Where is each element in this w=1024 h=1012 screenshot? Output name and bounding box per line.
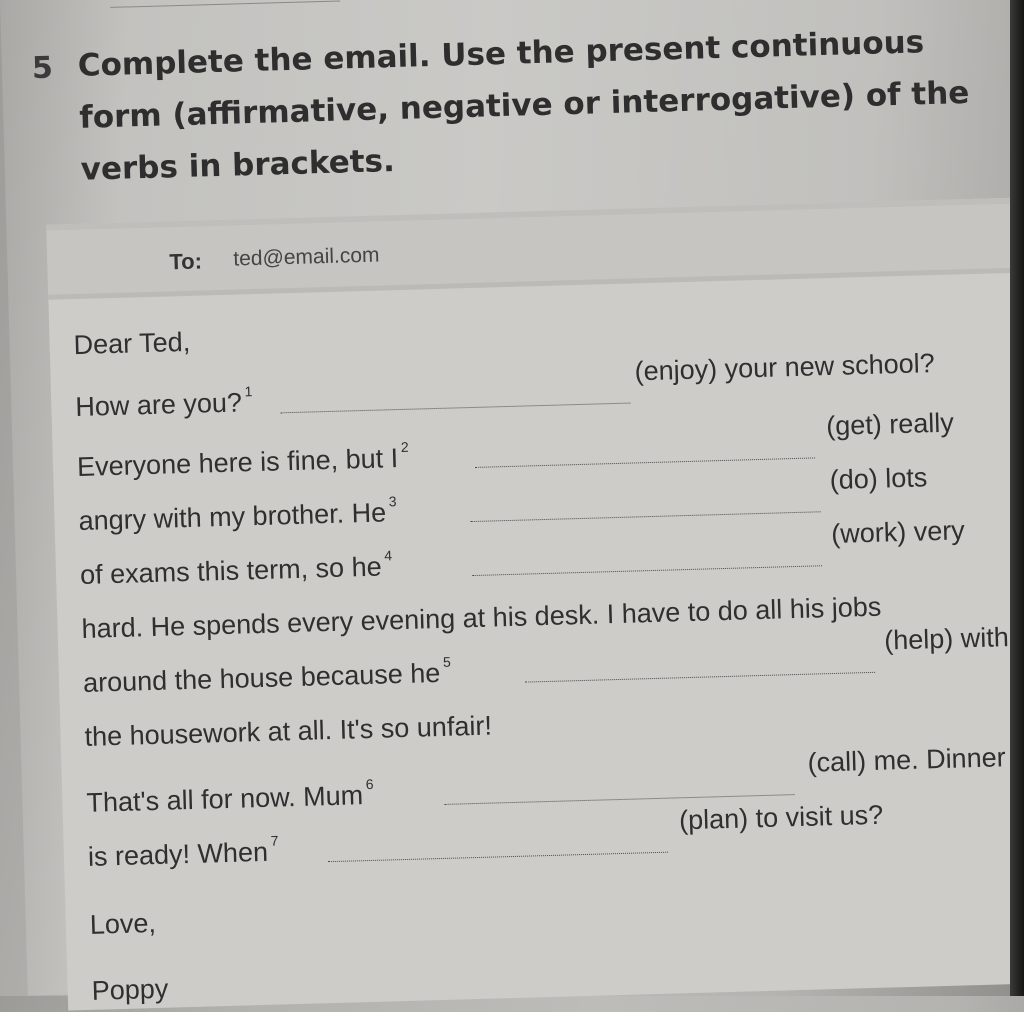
- answer-blank-7[interactable]: [328, 852, 668, 862]
- email-panel: [46, 197, 1024, 1010]
- to-address: ted@email.com: [233, 243, 380, 271]
- email-line-5: [81, 591, 882, 648]
- email-signoff: Love,: [89, 908, 157, 940]
- gap-number: 4: [384, 547, 393, 564]
- verb-hint-1: (enjoy) your new school?: [634, 348, 936, 387]
- gap-number: 2: [400, 438, 409, 455]
- line-text: hard. He spends every evening at his desk. I have to do all his jobs: [81, 591, 882, 644]
- exercise-instruction: Complete the email. Use the present continuous form (affirmative, negative or interrogative) of the verbs in brackets.: [77, 24, 970, 188]
- line-text: How are you?: [74, 387, 243, 423]
- email-line-7: [84, 710, 493, 756]
- gap-number: 6: [365, 775, 374, 793]
- answer-blank-3[interactable]: [471, 511, 821, 522]
- answer-blank-5[interactable]: [525, 672, 875, 683]
- email-line-9: [87, 799, 884, 876]
- gap-number: 1: [244, 383, 253, 400]
- email-greeting: Dear Ted,: [73, 326, 191, 361]
- answer-blank-2[interactable]: [475, 457, 815, 467]
- gap-number: 3: [388, 493, 397, 510]
- to-label: To:: [169, 248, 203, 275]
- email-body: [73, 303, 1024, 1006]
- verb-hint-5: (help) with: [883, 622, 1010, 656]
- email-to-bar: [46, 203, 1024, 300]
- line-text: around the house because he: [82, 657, 441, 698]
- verb-hint-7: (plan) to visit us?: [678, 799, 884, 836]
- gap-number: 5: [442, 653, 451, 670]
- email-line-6: [82, 622, 1010, 702]
- line-text: Everyone here is fine, but I: [76, 443, 399, 483]
- answer-blank-1[interactable]: [281, 403, 631, 414]
- verb-hint-2: (get) really: [825, 407, 955, 442]
- verb-hint-3: (do) lots: [829, 462, 928, 496]
- line-text: the housework at all. It's so unfair!: [84, 710, 493, 752]
- top-divider: [110, 1, 340, 8]
- email-line-1: [74, 348, 936, 426]
- verb-hint-6: (call) me. Dinner: [807, 742, 1007, 778]
- gap-number: 7: [270, 832, 279, 849]
- verb-hint-4: (work) very: [830, 515, 966, 549]
- email-signature: Poppy: [91, 973, 169, 1006]
- line-text: That's all for now. Mum: [86, 780, 364, 818]
- answer-blank-4[interactable]: [472, 565, 822, 576]
- exercise-number: 5: [31, 50, 54, 87]
- line-text: is ready! When: [87, 836, 269, 872]
- line-text: of exams this term, so he: [79, 551, 383, 590]
- line-text: angry with my brother. He: [78, 497, 387, 537]
- book-spine-shadow: [1010, 0, 1024, 996]
- exercise-5: [31, 15, 971, 188]
